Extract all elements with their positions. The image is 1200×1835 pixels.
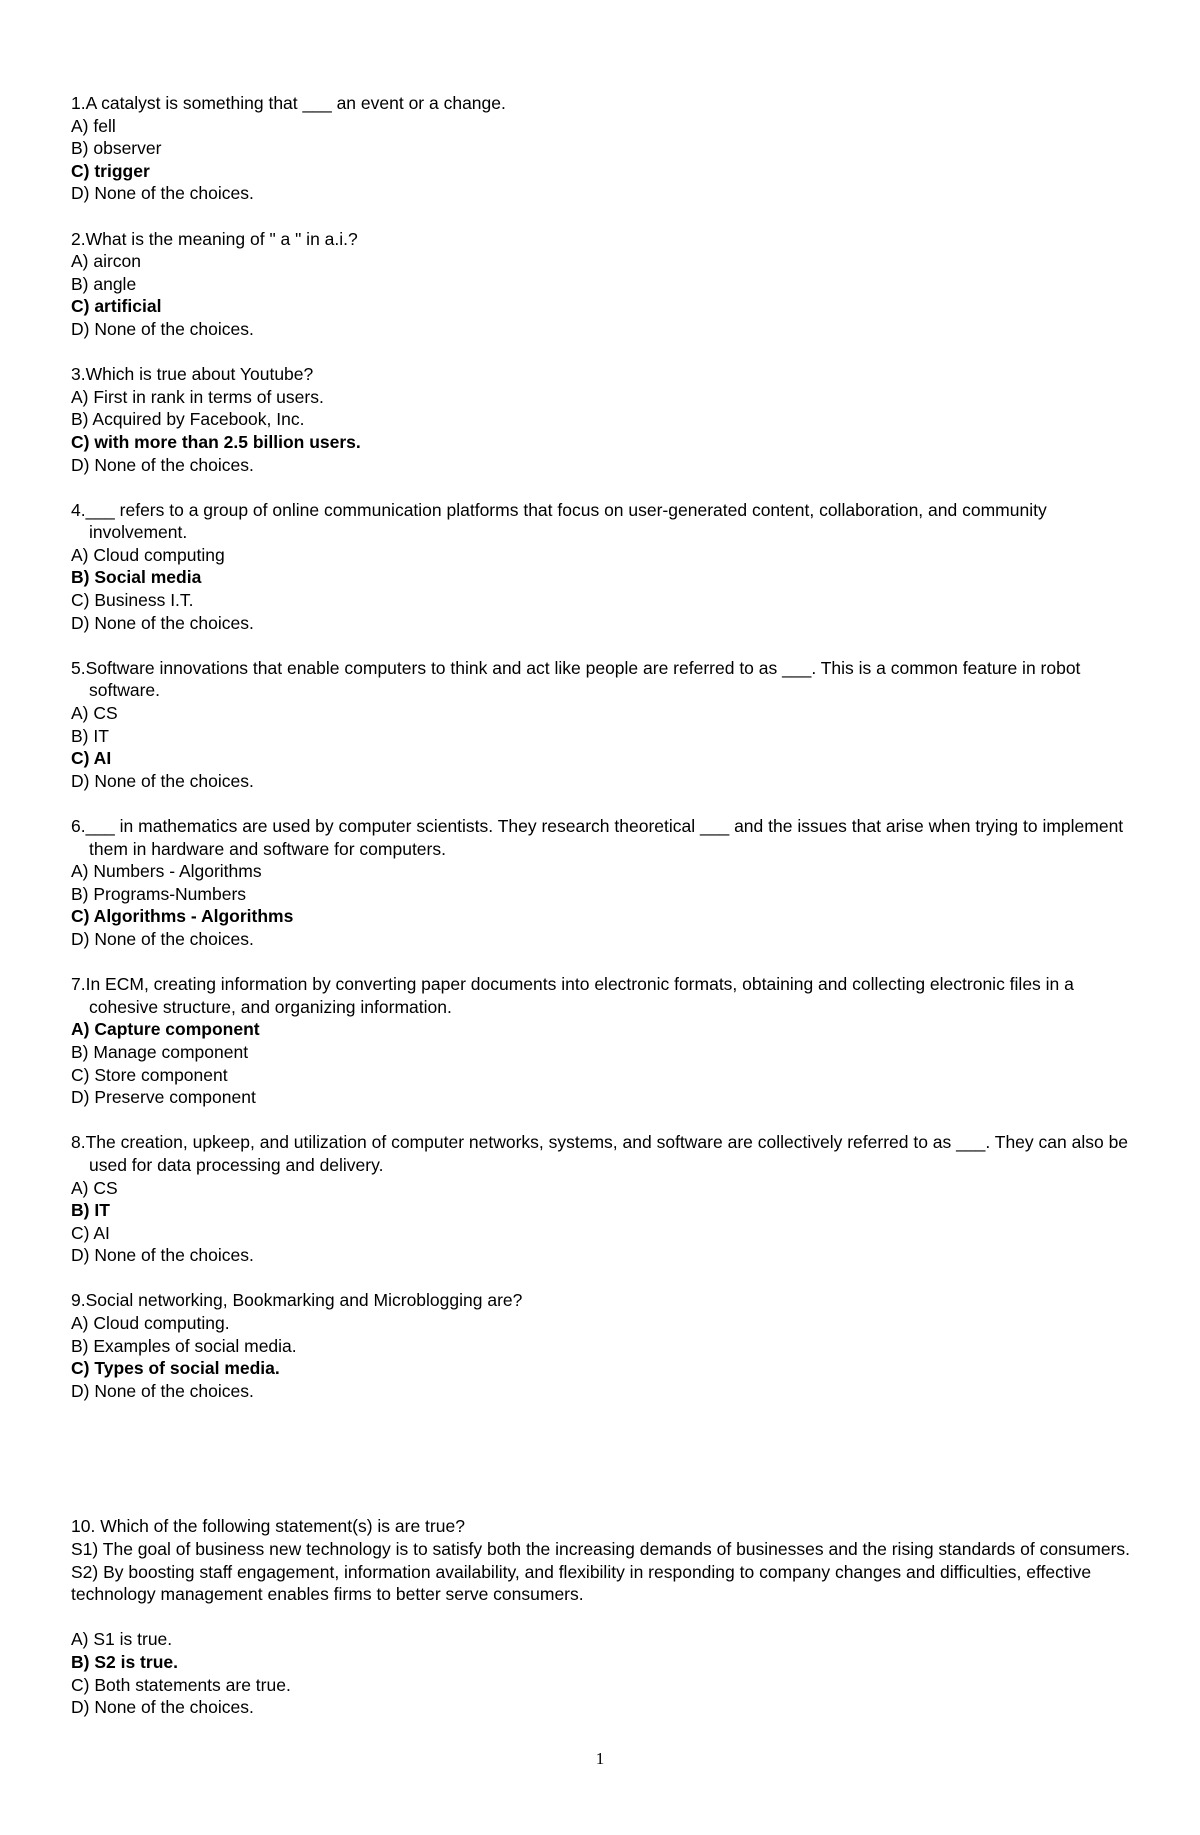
question-2 xyxy=(71,228,1141,341)
question-stem: 8.The creation, upkeep, and utilization of computer networks, systems, and software are collectively referred to as ___. They can also be used for data processing and delivery. xyxy=(71,1132,1129,1175)
option-d: D) None of the choices. xyxy=(71,1245,254,1266)
option-b: B) Manage component xyxy=(71,1041,249,1062)
option-c-correct: C) with more than 2.5 billion users. xyxy=(71,431,361,452)
option-c: C) Both statements are true. xyxy=(71,1674,291,1695)
question-stem: 1.A catalyst is something that ___ an event or a change. xyxy=(71,93,506,113)
question-stem: 4.___ refers to a group of online communication platforms that focus on user-generated content, collaboration, and community involvement. xyxy=(71,499,1047,543)
question-3 xyxy=(71,363,1141,476)
question-4 xyxy=(71,499,1141,635)
option-c-correct: C) AI xyxy=(71,748,112,769)
question-stem: 9.Social networking, Bookmarking and Microblogging are? xyxy=(71,1290,523,1311)
option-a: A) CS xyxy=(71,703,118,724)
option-b: B) angle xyxy=(71,273,137,294)
option-c-correct: C) artificial xyxy=(71,296,162,317)
question-5 xyxy=(71,657,1141,793)
option-b: B) observer xyxy=(71,138,162,159)
option-d: D) None of the choices. xyxy=(71,770,254,791)
question-stem: 10. Which of the following statement(s) is are true? xyxy=(71,1516,465,1537)
question-10 xyxy=(71,1515,1141,1718)
option-c: C) Store component xyxy=(71,1064,228,1085)
option-b: B) Acquired by Facebook, Inc. xyxy=(71,409,305,430)
blank-line xyxy=(71,1606,1141,1629)
option-b-correct: B) IT xyxy=(71,1200,110,1221)
question-stem: 3.Which is true about Youtube? xyxy=(71,364,314,385)
question-stem: 2.What is the meaning of " a " in a.i.? xyxy=(71,228,358,249)
option-d: D) None of the choices. xyxy=(71,1697,254,1718)
option-b: B) Programs-Numbers xyxy=(71,883,247,904)
option-c: C) AI xyxy=(71,1222,110,1243)
option-c-correct: C) trigger xyxy=(71,160,150,181)
option-a: A) Cloud computing xyxy=(71,544,225,565)
option-d: D) None of the choices. xyxy=(71,454,254,475)
option-b-correct: B) Social media xyxy=(71,567,202,588)
option-d: D) None of the choices. xyxy=(71,612,254,633)
question-stem: 5.Software innovations that enable computers to think and act like people are referred to as ___. This is a common feature in robot software. xyxy=(71,657,1081,701)
option-a: A) S1 is true. xyxy=(71,1629,173,1650)
vertical-spacer xyxy=(71,1402,1141,1515)
option-b: B) IT xyxy=(71,725,109,746)
option-a-correct: A) Capture component xyxy=(71,1019,260,1040)
option-b: B) Examples of social media. xyxy=(71,1335,297,1356)
option-a: A) Numbers - Algorithms xyxy=(71,861,262,882)
question-9 xyxy=(71,1289,1141,1402)
option-d: D) None of the choices. xyxy=(71,928,254,949)
option-c-correct: C) Types of social media. xyxy=(71,1358,280,1379)
option-c: C) Business I.T. xyxy=(71,590,194,611)
option-c-correct: C) Algorithms - Algorithms xyxy=(71,906,294,927)
quiz-content xyxy=(71,92,1141,1741)
option-a: A) fell xyxy=(71,115,116,136)
option-d: D) None of the choices. xyxy=(71,183,254,204)
question-1 xyxy=(71,92,1141,205)
option-a: A) aircon xyxy=(71,251,142,272)
option-d: D) None of the choices. xyxy=(71,1380,254,1401)
question-7 xyxy=(71,973,1141,1109)
option-d: D) Preserve component xyxy=(71,1087,256,1108)
option-a: A) First in rank in terms of users. xyxy=(71,386,324,407)
option-a: A) Cloud computing. xyxy=(71,1313,230,1334)
question-6 xyxy=(71,815,1141,951)
page-number: 1 xyxy=(595,1749,605,1768)
option-b-correct: B) S2 is true. xyxy=(71,1652,178,1672)
question-stem: 7.In ECM, creating information by converting paper documents into electronic formats, obtaining and collecting electronic files in a cohesive structure, and organizing information. xyxy=(71,974,1074,1017)
question-stem: 6.___ in mathematics are used by computer scientists. They research theoretical ___ and the issues that arise when trying to implement them in hardware and software for computers. xyxy=(71,816,1124,859)
statement-s2: S2) By boosting staff engagement, information availability, and flexibility in responding to company changes and difficulties, effective technology management enables firms to better serve consumers. xyxy=(71,1561,1092,1605)
question-8 xyxy=(71,1131,1141,1267)
option-a: A) CS xyxy=(71,1177,118,1198)
option-d: D) None of the choices. xyxy=(71,318,254,339)
statement-s1: S1) The goal of business new technology is to satisfy both the increasing demands of businesses and the rising standards of consumers. xyxy=(71,1539,1131,1560)
